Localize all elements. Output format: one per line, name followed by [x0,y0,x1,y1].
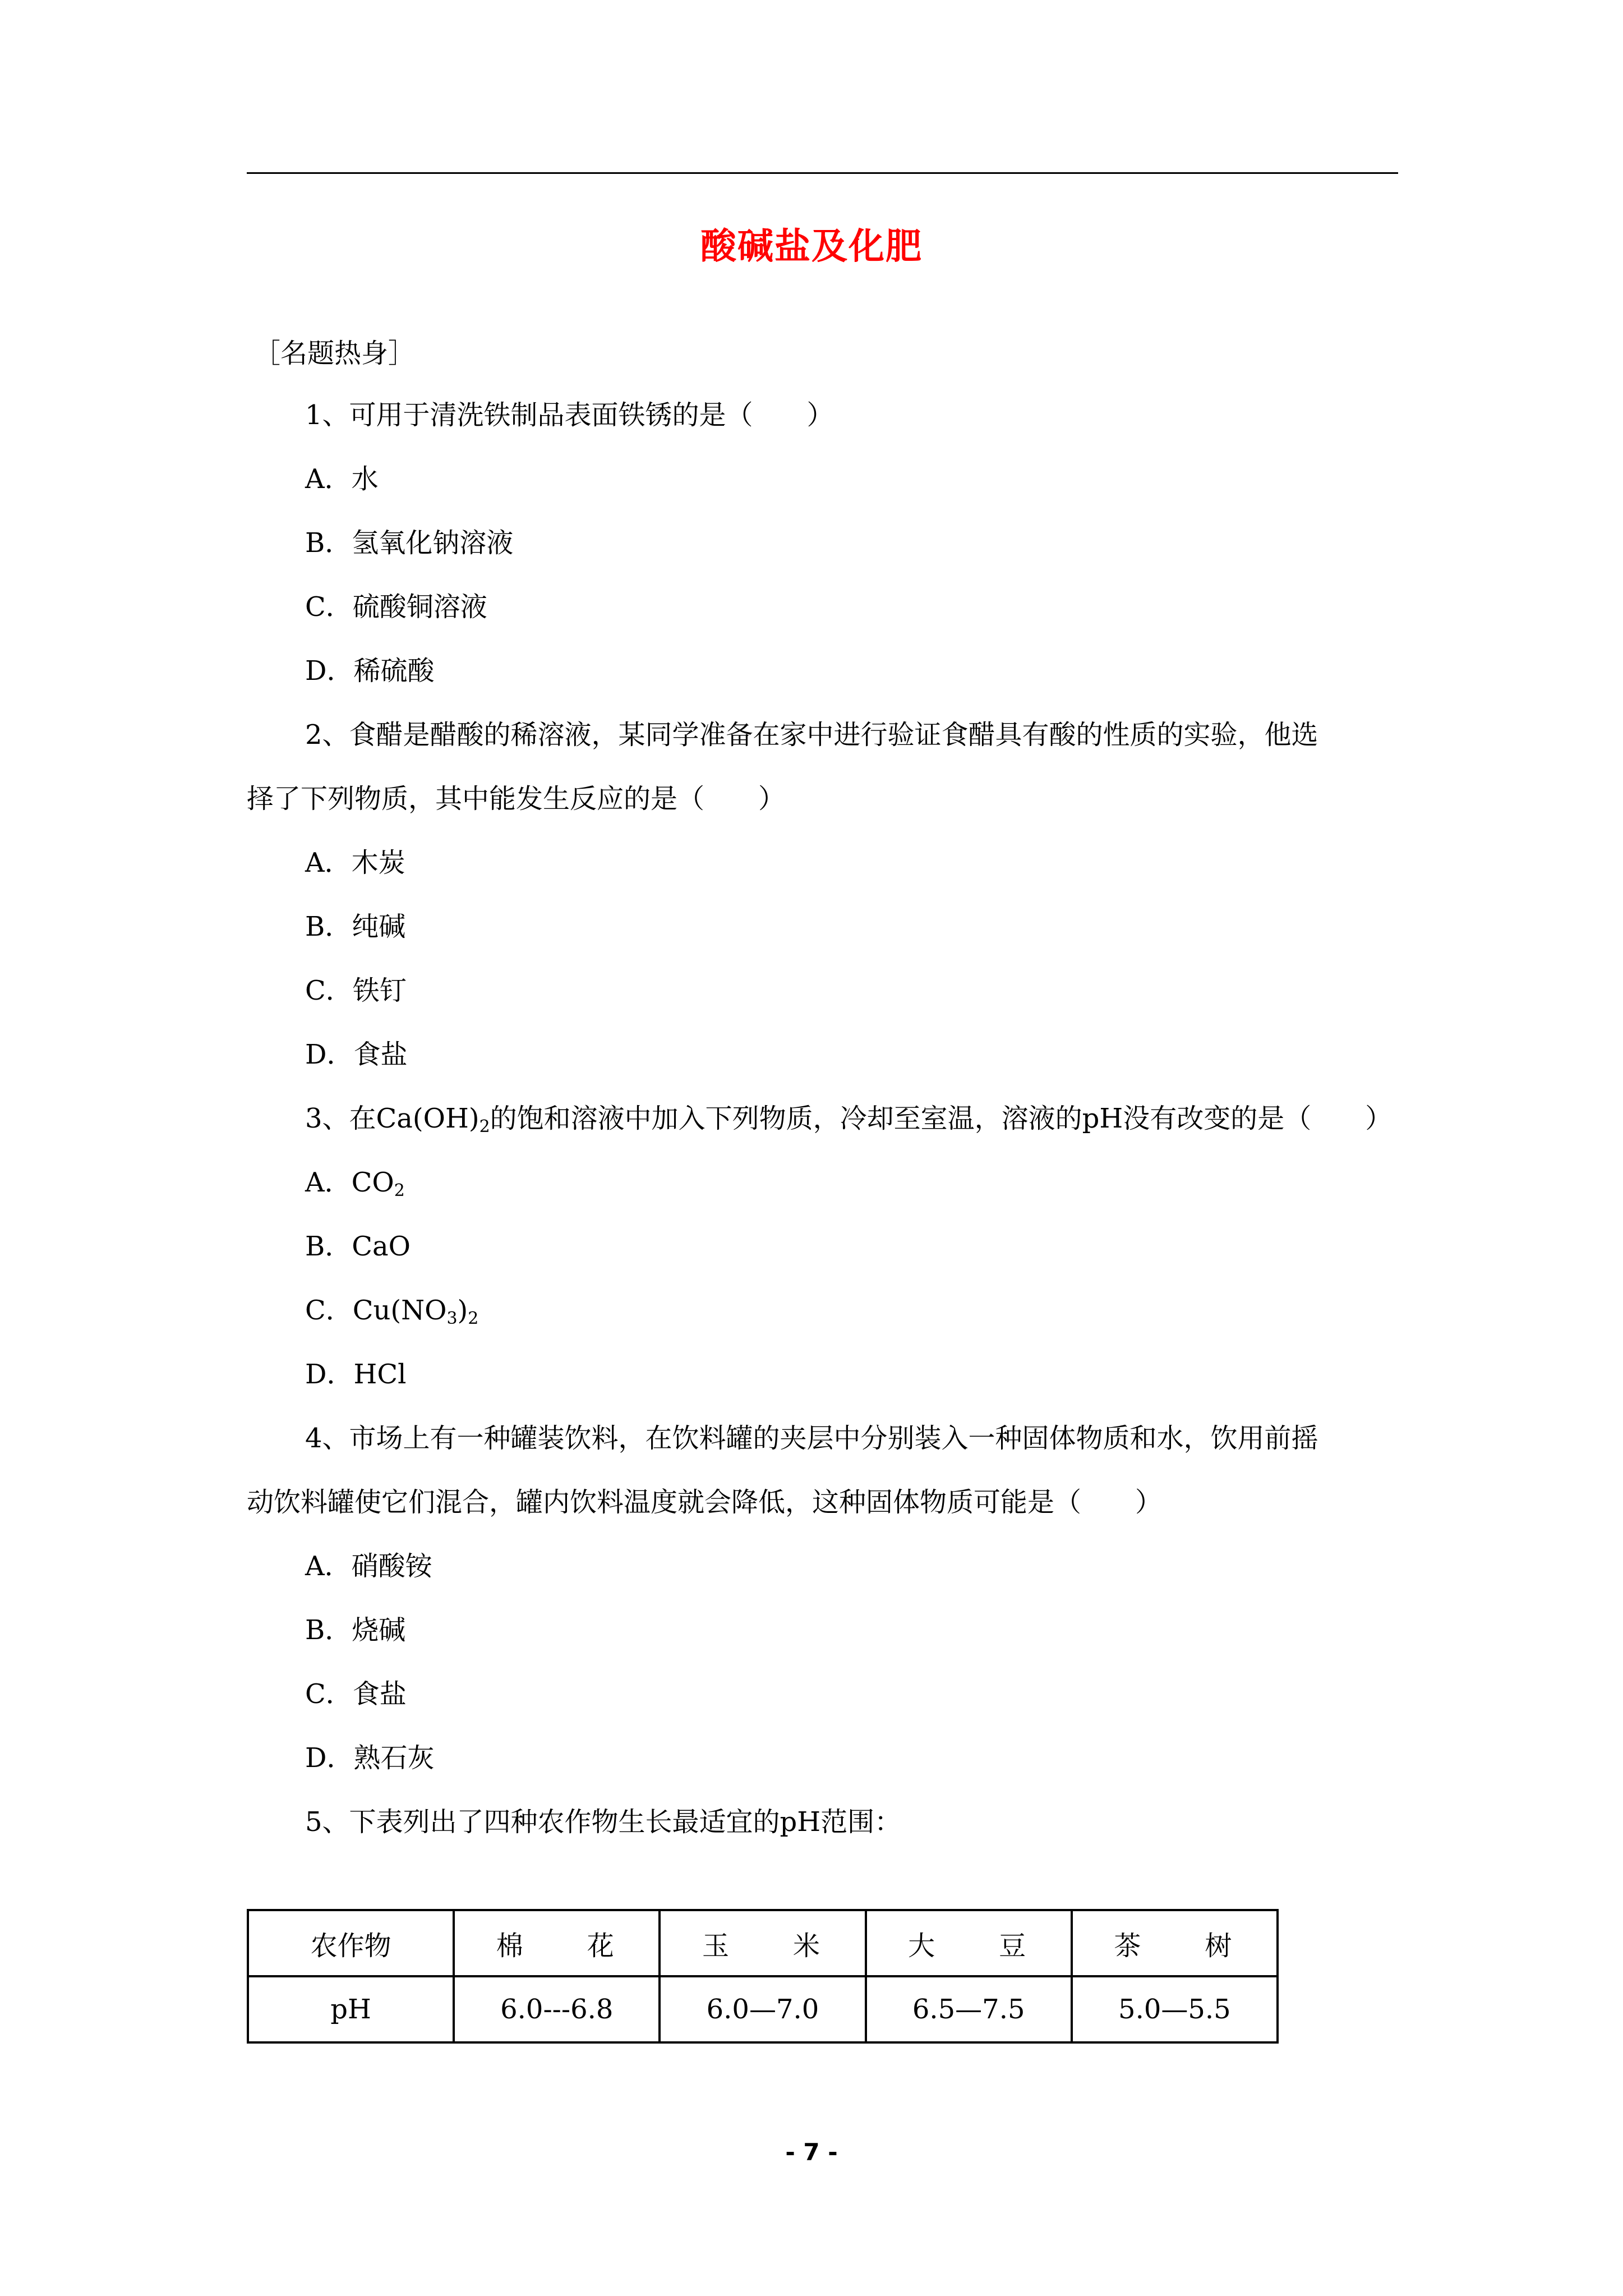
question-3-option-c [305,1294,478,1336]
q3-option-c-sub-2: 2 [468,1309,479,1328]
question-4-option-b: B．烧碱 [305,1614,406,1646]
table-cell: 6.5—7.5 [866,1976,1072,2042]
question-2-option-b: B．纯碱 [305,911,406,942]
question-1-stem: 1、可用于清洗铁制品表面铁锈的是（ ） [305,399,834,431]
question-1-option-c: C．硫酸铜溶液 [305,591,487,623]
question-3-stem [305,1102,1392,1144]
question-4-stem-line-1: 4、市场上有一种罐装饮料，在饮料罐的夹层中分别装入一种固体物质和水，饮用前摇 [305,1423,1318,1454]
table-row [248,1976,1278,2042]
crop-ph-table [247,1909,1279,2044]
question-3-option-a [305,1166,405,1208]
q3-option-a-text: A．CO [305,1167,394,1198]
table-header-row [248,1910,1278,1976]
question-4-option-a: A．硝酸铵 [305,1550,432,1582]
question-4-option-d: D．熟石灰 [305,1742,435,1774]
table-cell: 大 豆 [866,1910,1072,1976]
question-2-option-d: D．食盐 [305,1039,408,1070]
question-1-option-a: A．水 [305,463,379,495]
q3-option-c-sub-1: 3 [446,1309,458,1328]
question-2-stem-line-1: 2、食醋是醋酸的稀溶液，某同学准备在家中进行验证食醋具有酸的性质的实验，他选 [305,719,1318,751]
question-5-stem: 5、下表列出了四种农作物生长最适宜的pH范围： [305,1806,902,1838]
table-cell: 5.0—5.5 [1072,1976,1278,2042]
q3-option-c-paren: ) [457,1295,468,1326]
table-cell: 玉 米 [660,1910,865,1976]
table-cell: pH [248,1976,454,2042]
question-4-stem-line-2: 动饮料罐使它们混合，罐内饮料温度就会降低，这种固体物质可能是（ ） [247,1487,1163,1518]
section-heading: ［名题热身］ [253,338,416,369]
question-3-option-d: D．HCl [305,1359,407,1390]
table-cell: 棉 花 [454,1910,660,1976]
page-title: 酸碱盐及化肥 [700,226,923,268]
question-1-option-b: B．氢氧化钠溶液 [305,527,514,559]
question-3-option-b: B．CaO [305,1231,411,1262]
table-cell: 茶 树 [1072,1910,1278,1976]
q3-option-c-text: C．Cu(NO [305,1295,447,1326]
table-cell: 农作物 [248,1910,454,1976]
question-2-option-a: A．木炭 [305,847,405,878]
q3-stem-sub: 2 [479,1117,490,1137]
header-rule [247,172,1398,174]
q3-stem-pre: 3、在Ca(OH) [305,1103,479,1134]
question-2-stem-line-2: 择了下列物质，其中能发生反应的是（ ） [247,783,786,815]
q3-option-a-sub: 2 [394,1181,405,1200]
question-2-option-c: C．铁钉 [305,975,407,1006]
page-number: - 7 - [785,2138,838,2166]
table-cell: 6.0—7.0 [660,1976,865,2042]
question-1-option-d: D．稀硫酸 [305,655,435,687]
question-4-option-c: C．食盐 [305,1678,407,1710]
q3-stem-post: 的饱和溶液中加入下列物质，冷却至室温，溶液的pH没有改变的是（ ） [490,1103,1393,1134]
table-cell: 6.0---6.8 [454,1976,660,2042]
